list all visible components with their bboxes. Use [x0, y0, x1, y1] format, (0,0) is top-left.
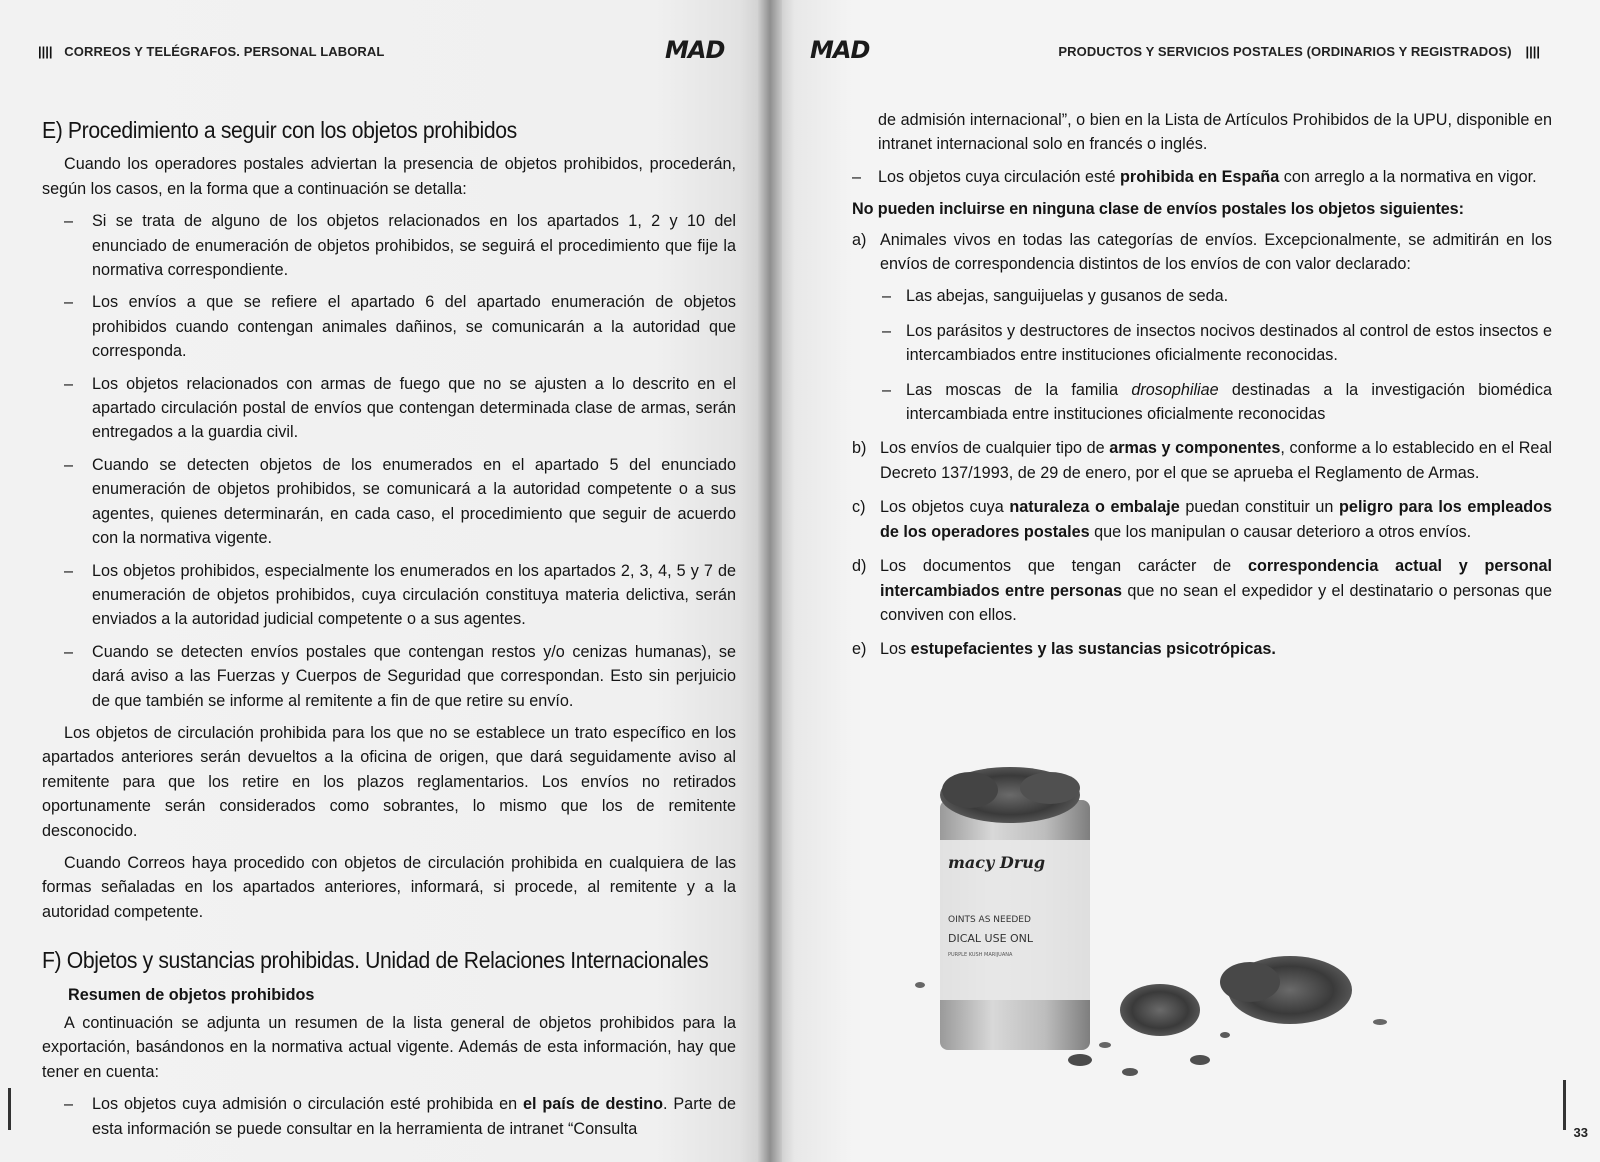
left-page: [0, 0, 770, 1162]
drug-jar-photo: [900, 760, 1420, 1100]
continuation-text: de admisión internacional”, o bien en la Lista de Artículos Prohibidos de la UPU, disponible en intranet internacional solo en francés o inglés.: [878, 111, 1552, 154]
sub-item: – Los parásitos y destructores de insectos nocivos destinados al control de estos insectos e intercambiados entre instituciones oficialmente reconocidas.: [880, 319, 1552, 368]
list-item: – Los objetos cuya admisión o circulación esté prohibida en el país de destino. Parte de esta información se puede consultar en la herramienta de intranet “Consulta: [42, 1092, 736, 1141]
list-item: – Los objetos relacionados con armas de fuego que no se ajusten a lo descrito en el apartado circulación postal de envíos que contengan determinada clase de armas, serán entregados a la guardia civil.: [42, 372, 736, 445]
list-item: – Cuando se detecten envíos postales que contengan restos y/o cenizas humanas), se dará aviso a las Fuerzas y Cuerpos de Seguridad que correspondan. Esto sin perjuicio de que también se informe al remitente a fin de que retire su envío.: [42, 640, 736, 713]
jar-label-line-1: OINTS AS NEEDED: [948, 915, 1031, 925]
left-running-header: [38, 44, 384, 59]
list-item-d: d) Los documentos que tengan carácter de correspondencia actual y personal intercambiados entre personas que no sean el expedidor y el destinatario o personas que conviven con ellos.: [852, 557, 1552, 624]
prohibited-statement: No pueden incluirse en ninguna clase de envíos postales los objetos siguientes:: [852, 200, 1464, 219]
procedure-list: [42, 209, 736, 713]
sub-item: – Las moscas de la familia drosophiliae destinadas a la investigación biomédica intercambiada entre instituciones oficialmente reconocidas: [880, 378, 1552, 427]
publisher-logo: MAD: [810, 36, 870, 64]
jar-brand: macy Drug: [948, 853, 1046, 872]
margin-mark: [1563, 1080, 1566, 1130]
crumb: [915, 982, 925, 988]
section-e-intro: Cuando los operadores postales adviertan la presencia de objetos prohibidos, procederán, según los casos, en la forma que a continuación se detalla:: [42, 155, 736, 198]
exceptions-list: [880, 284, 1552, 426]
header-title: PRODUCTOS Y SERVICIOS POSTALES (ORDINARIOS Y REGISTRADOS): [1058, 44, 1512, 59]
right-column: [852, 108, 1552, 672]
sub-item: – Las abejas, sanguijuelas y gusanos de seda.: [880, 284, 1552, 308]
left-column: [42, 118, 736, 1149]
header-bars: ||||: [38, 44, 53, 59]
list-item-b: b) Los envíos de cualquier tipo de armas y componentes, conforme a lo establecido en el Real Decreto 137/1993, de 29 de enero, por el que se aprueba el Reglamento de Armas.: [852, 439, 1552, 482]
jar-label-line-2: DICAL USE ONL: [948, 932, 1034, 945]
right-running-header: [1058, 44, 1540, 59]
paragraph: Cuando Correos haya procedido con objetos de circulación prohibida en cualquiera de las formas señaladas en los apartados anteriores, informará, si procede, al remitente y a la autoridad competente.: [42, 853, 736, 921]
jar-label-line-3: PURPLE KUSH MARIJUANA: [948, 952, 1013, 958]
list-item: – Los envíos a que se refiere el apartado 6 del apartado enumeración de objetos prohibidos cuando contengan animales dañinos, se comunicarán a la autoridad que corresponda.: [42, 290, 736, 363]
list-item-a: a) Animales vivos en todas las categorías de envíos. Excepcionalmente, se admitirán en los envíos de correspondencia distintos de los envíos de con valor declarado: – Las abejas, sanguijuelas y gusanos de seda. – Los parásitos y destructores de insectos nocivos destinados al control de estos insectos e intercambiados entre instituciones oficialmente reconocidas. – Las moscas de la familia drosophiliae destinadas a la investigación biomédica intercambiada entre instituciones oficialmente reconocidas: [852, 228, 1552, 427]
prohibited-list: [852, 228, 1552, 662]
header-bars: ||||: [1525, 44, 1540, 59]
right-page: [770, 0, 1600, 1162]
section-f-intro: A continuación se adjunta un resumen de la lista general de objetos prohibidos para la exportación, basándonos en la normativa actual vigente. Además de esta información, hay que tener en cuenta:: [42, 1014, 736, 1081]
crumb: [1122, 1068, 1138, 1076]
bud-top-left: [942, 772, 998, 808]
list-item: – Si se trata de alguno de los objetos relacionados en los apartados 1, 2 y 10 del enunciado de enumeración de objetos prohibidos, se seguirá el procedimiento que fije la normativa correspondiente.: [42, 209, 736, 282]
margin-mark: [8, 1088, 11, 1130]
crumb: [1373, 1019, 1387, 1025]
list-item: – Cuando se detecten objetos de los enumerados en el apartado 5 del enunciado enumeración de objetos prohibidos, se comunicará a la autoridad competente o a sus agentes, quienes determinarán, en cada caso, el procedimiento que seguir de acuerdo con la normativa vigente.: [42, 453, 736, 551]
bud-middle: [1120, 984, 1200, 1036]
crumb: [1099, 1042, 1111, 1048]
paragraph: Los objetos de circulación prohibida para los que no se establece un trato específico en los apartados anteriores serán devueltos a la oficina de origen, que dará seguidamente aviso al remitente para que los retire en los plazos reglamentarios. Los envíos no retirados oportunamente serán considerados como sobrantes, lo mismo que los de remitente desconocido.: [42, 723, 736, 840]
list-item-e: e) Los estupefacientes y las sustancias psicotrópicas.: [852, 640, 1276, 659]
list-item-c: c) Los objetos cuya naturaleza o embalaje puedan constituir un peligro para los empleados de los operadores postales que los manipulan o causar deterioro a otros envíos.: [852, 498, 1552, 541]
section-e-heading: E) Procedimiento a seguir con los objetos prohibidos: [42, 117, 517, 143]
bud-right-small: [1220, 962, 1280, 1002]
list-item: – Los objetos prohibidos, especialmente los enumerados en los apartados 2, 3, 4, 5 y 7 de enumeración de objetos prohibidos, cuya circulación constituya materia delictiva, serán enviados a la autoridad judicial competente o a sus agentes.: [42, 559, 736, 632]
list-item: – Los objetos cuya circulación esté prohibida en España con arreglo a la normativa en vigor.: [852, 165, 1552, 189]
bud-top-right: [1020, 772, 1080, 804]
considerations-list: [42, 1092, 736, 1141]
page-number: 33: [1573, 1125, 1588, 1140]
crumb: [1220, 1032, 1230, 1038]
section-f-heading: F) Objetos y sustancias prohibidas. Unidad de Relaciones Internacionales: [42, 947, 709, 974]
considerations-list-cont: [852, 165, 1552, 189]
section-f-subheading: Resumen de objetos prohibidos: [68, 985, 315, 1004]
crumb: [1190, 1055, 1210, 1065]
header-title: CORREOS Y TELÉGRAFOS. PERSONAL LABORAL: [64, 44, 385, 59]
publisher-logo: MAD: [665, 36, 725, 64]
crumb: [1068, 1054, 1092, 1066]
book-spine: [758, 0, 782, 1162]
